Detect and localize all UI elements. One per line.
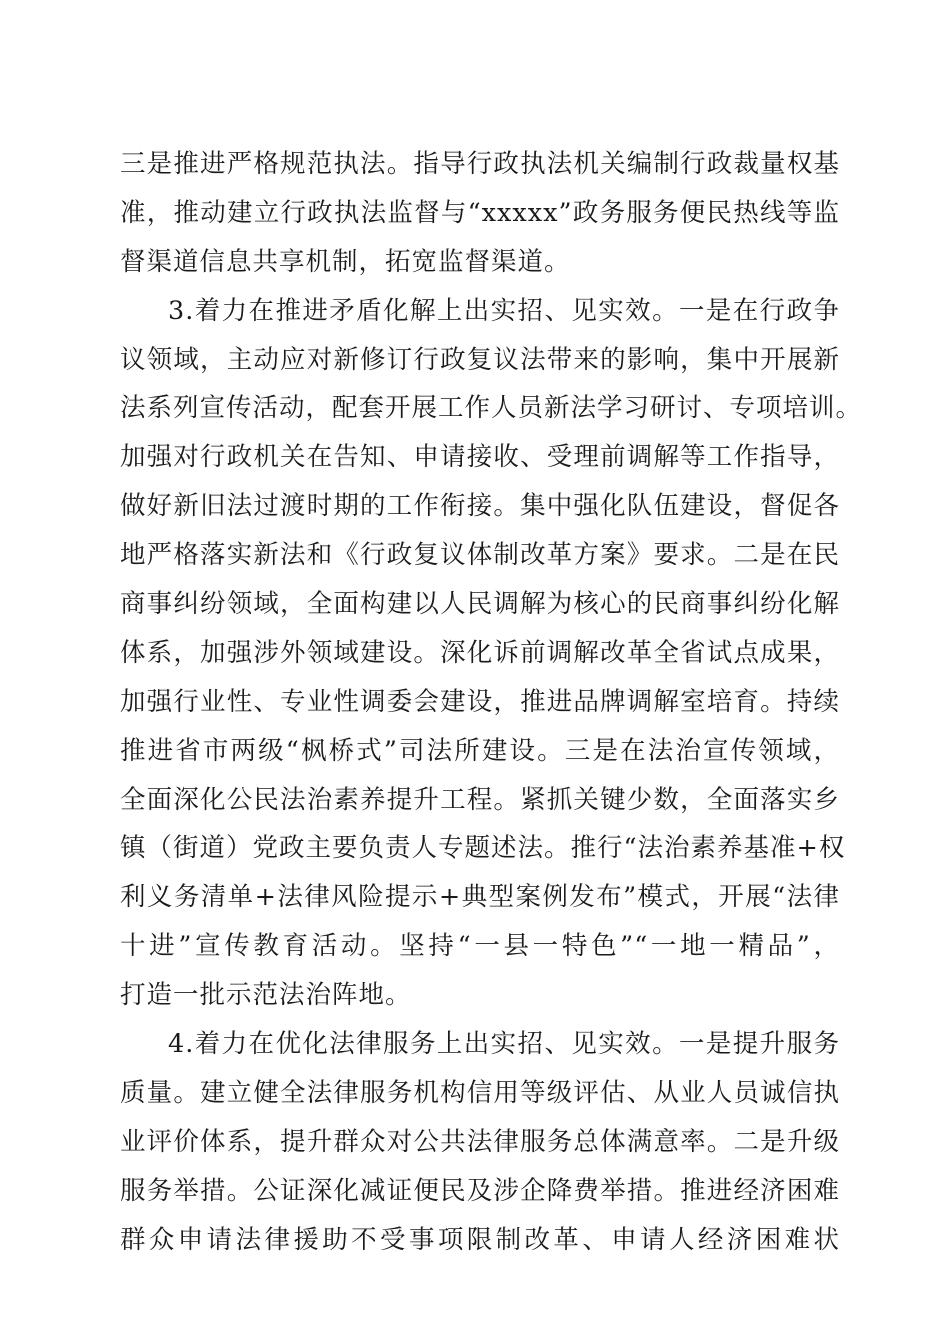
text-line: 地严格落实新法和《行政复议体制改革方案》要求。二是在民 [120, 540, 840, 571]
text-line: 商事纠纷领域，全面构建以人民调解为核心的民商事纠纷化解 [120, 589, 840, 620]
text-line: 三是推进严格规范执法。指导行政执法机关编制行政裁量权基 [120, 149, 840, 179]
text-line: 体系，加强涉外领域建设。深化诉前调解改革全省试点成果， [120, 637, 840, 668]
text-line: 4.着力在优化法律服务上出实招、见实效。一是提升服务 [168, 1029, 840, 1060]
text-line: 议领域，主动应对新修订行政复议法带来的影响，集中开展新 [120, 344, 840, 375]
text-line: 3.着力在推进矛盾化解上出实招、见实效。一是在行政争 [168, 295, 840, 326]
text-line: 全面深化公民法治素养提升工程。紧抓关键少数，全面落实乡 [120, 784, 840, 815]
text-line: 加强对行政机关在告知、申请接收、受理前调解等工作指导， [120, 442, 840, 473]
text-line: 做好新旧法过渡时期的工作衔接。集中强化队伍建设，督促各 [120, 491, 840, 522]
text-line: 服务举措。公证深化减证便民及涉企降费举措。推进经济困难 [120, 1175, 840, 1206]
text-line: 推进省市两级“枫桥式”司法所建设。三是在法治宣传领域， [120, 735, 840, 766]
text-line: 加强行业性、专业性调委会建设，推进品牌调解室培育。持续 [120, 686, 840, 717]
text-line: 群众申请法律援助不受事项限制改革、申请人经济困难状 [120, 1224, 840, 1255]
text-line: 镇（街道）党政主要负责人专题述法。推行“法治素养基准+权 [120, 833, 846, 864]
text-line: 利义务清单+法律风险提示+典型案例发布”模式，开展“法律 [120, 882, 840, 913]
text-line: 业评价体系，提升群众对公共法律服务总体满意率。二是升级 [120, 1126, 840, 1157]
text-line: 十进”宣传教育活动。坚持“一县一特色”“一地一精品”， [120, 931, 840, 962]
text-line: 打造一批示范法治阵地。 [120, 980, 412, 1011]
text-line: 准，推动建立行政执法监督与“xxxxx”政务服务便民热线等监 [120, 197, 840, 228]
body-text [120, 140, 863, 1264]
text-line: 法系列宣传活动，配套开展工作人员新法学习研讨、专项培训。 [120, 393, 863, 424]
text-line: 督渠道信息共享机制，拓宽监督渠道。 [120, 246, 571, 277]
text-line: 质量。建立健全法律服务机构信用等级评估、从业人员诚信执 [120, 1077, 840, 1108]
